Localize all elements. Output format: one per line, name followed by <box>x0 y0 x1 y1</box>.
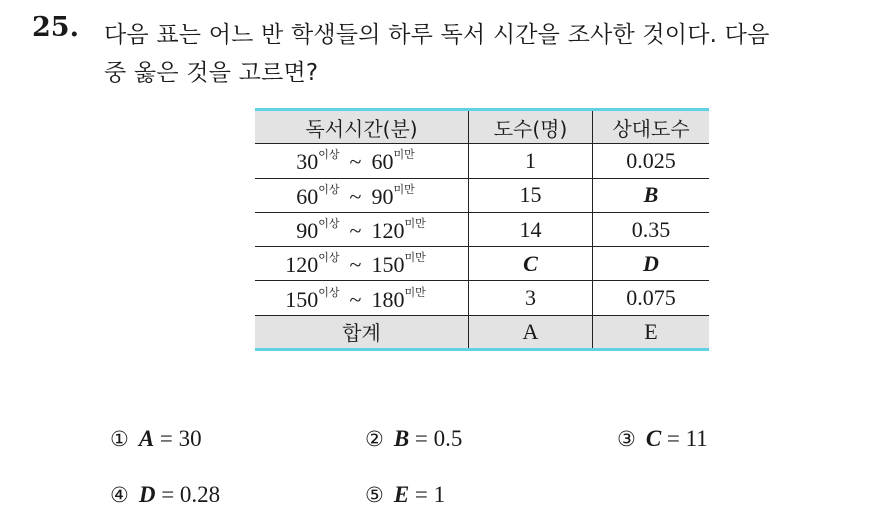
range-tilde: ~ <box>349 252 362 278</box>
choice-2[interactable] <box>365 426 462 452</box>
time-range-cell <box>255 178 469 212</box>
choice-number-1: ① <box>110 427 129 451</box>
range-upper-sup: 미만 <box>404 251 426 265</box>
relative-frequency-cell: 0.35 <box>593 212 710 246</box>
choice-1[interactable] <box>110 426 202 452</box>
choice-variable: A <box>138 426 155 451</box>
range-upper: 90 <box>371 183 394 209</box>
range-upper: 180 <box>371 286 405 312</box>
question-text-line-2: 중 옳은 것을 고르면? <box>104 60 319 86</box>
range-upper-sup: 미만 <box>393 182 415 196</box>
choice-5[interactable] <box>365 482 445 508</box>
choice-variable: C <box>645 426 662 451</box>
range-lower: 30 <box>296 149 319 175</box>
range-tilde: ~ <box>349 286 362 312</box>
range-tilde: ~ <box>349 183 362 209</box>
range-upper: 60 <box>371 149 394 175</box>
header-relative-frequency: 상대도수 <box>593 110 710 144</box>
choice-number-2: ② <box>365 427 384 451</box>
frequency-cell: 3 <box>469 281 593 315</box>
time-range-cell <box>255 144 469 178</box>
choice-number-4: ④ <box>110 483 129 507</box>
choice-variable: B <box>393 426 410 451</box>
total-frequency: A <box>469 315 593 349</box>
frequency-cell: C <box>469 247 593 281</box>
range-lower: 60 <box>296 183 319 209</box>
frequency-cell: 14 <box>469 212 593 246</box>
table-total-row <box>255 315 709 349</box>
choice-4[interactable] <box>110 482 220 508</box>
range-tilde: ~ <box>349 218 362 244</box>
choice-value: = 0.5 <box>409 426 463 451</box>
choice-3[interactable] <box>617 426 708 452</box>
choice-variable: D <box>138 482 156 507</box>
total-relative-frequency: E <box>593 315 710 349</box>
range-upper-sup: 미만 <box>404 285 426 299</box>
range-lower-sup: 이상 <box>318 217 340 231</box>
choice-value: = 0.28 <box>155 482 221 507</box>
range-tilde: ~ <box>349 149 362 175</box>
range-upper: 150 <box>371 252 405 278</box>
range-upper-sup: 미만 <box>404 217 426 231</box>
range-upper: 120 <box>371 218 405 244</box>
table-row <box>255 212 709 246</box>
table-row <box>255 178 709 212</box>
range-lower-sup: 이상 <box>318 148 340 162</box>
table-header-row <box>255 110 709 144</box>
relative-frequency-cell: B <box>593 178 710 212</box>
header-frequency: 도수(명) <box>469 110 593 144</box>
range-lower: 90 <box>296 218 319 244</box>
total-label: 합계 <box>255 315 469 349</box>
range-lower: 150 <box>285 286 319 312</box>
table-row <box>255 247 709 281</box>
choice-variable: E <box>393 482 410 507</box>
time-range-cell <box>255 281 469 315</box>
choice-value: = 1 <box>409 482 446 507</box>
range-lower-sup: 이상 <box>318 182 340 196</box>
range-lower-sup: 이상 <box>318 285 340 299</box>
relative-frequency-cell: D <box>593 247 710 281</box>
choice-value: = 30 <box>154 426 202 451</box>
relative-frequency-cell: 0.075 <box>593 281 710 315</box>
table-row <box>255 144 709 178</box>
range-upper-sup: 미만 <box>393 148 415 162</box>
frequency-cell: 15 <box>469 178 593 212</box>
frequency-table <box>255 108 709 351</box>
range-lower: 120 <box>285 252 319 278</box>
relative-frequency-cell: 0.025 <box>593 144 710 178</box>
choice-value: = 11 <box>661 426 708 451</box>
time-range-cell <box>255 212 469 246</box>
choice-number-3: ③ <box>617 427 636 451</box>
header-reading-time: 독서시간(분) <box>255 110 469 144</box>
time-range-cell <box>255 247 469 281</box>
choice-number-5: ⑤ <box>365 483 384 507</box>
frequency-cell: 1 <box>469 144 593 178</box>
range-lower-sup: 이상 <box>318 251 340 265</box>
question-number: 25. <box>32 12 79 43</box>
table-row <box>255 281 709 315</box>
question-text-line-1: 다음 표는 어느 반 학생들의 하루 독서 시간을 조사한 것이다. 다음 <box>104 22 770 48</box>
